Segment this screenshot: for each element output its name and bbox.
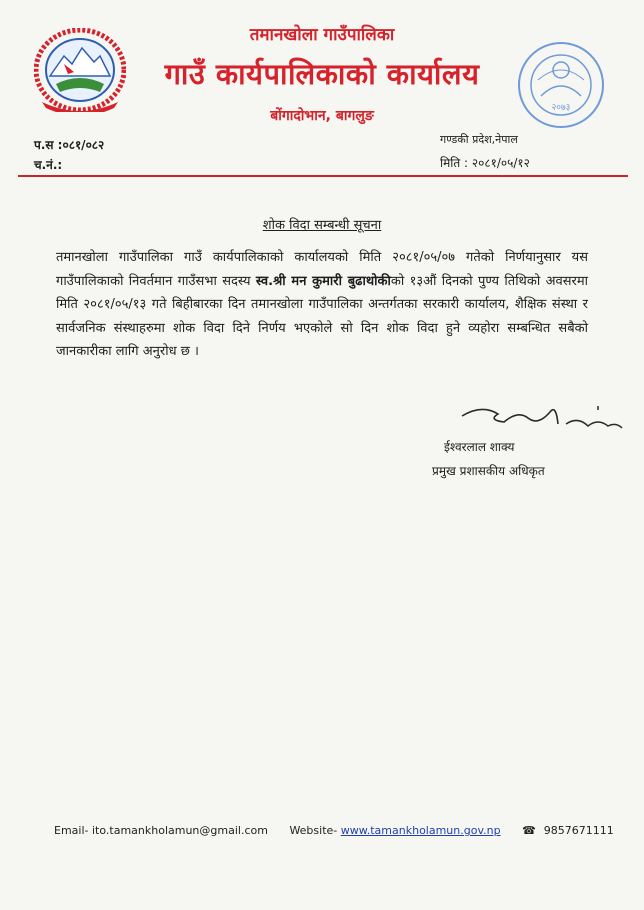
notice-body-part1: तमानखोला गाउँपालिका गाउँ कार्यपालिकाको कार्यालयको मिति २०८१/०५/०७ गतेको निर्णयानुसार यस गाउँपालिकाको निवर्तमान गाउँसभा सदस्य bbox=[56, 250, 588, 289]
municipality-name: तमानखोला गाउँपालिका bbox=[249, 25, 395, 45]
phone-icon: ☎ bbox=[522, 824, 536, 837]
office-address: बोंगादोभान, बागलुङ bbox=[270, 108, 374, 124]
dispatch-number: च.नं.: bbox=[34, 158, 63, 172]
issue-date: मिति : २०८१/०५/१२ bbox=[440, 156, 530, 170]
header-divider bbox=[18, 175, 628, 177]
signatory-title: प्रमुख प्रशासकीय अधिकृत bbox=[432, 464, 545, 478]
phone-number[interactable]: 9857671111 bbox=[543, 824, 614, 837]
notice-body bbox=[56, 246, 588, 364]
province-label: गण्डकी प्रदेश,नेपाल bbox=[440, 133, 518, 146]
footer-email bbox=[54, 824, 268, 837]
website-link[interactable]: www.tamankholamun.gov.np bbox=[340, 824, 501, 837]
website-label: Website- bbox=[289, 824, 341, 837]
footer bbox=[54, 824, 632, 837]
office-seal-stamp bbox=[516, 40, 606, 130]
notice-title: शोक विदा सम्बन्धी सूचना bbox=[262, 218, 382, 233]
notice-body-part2: को १३औं दिनको पुण्य तिथिको अवसरमा मिति २०८१/०५/१३ गते बिहीबारका दिन तमानखोला गाउँपालिका अन्तर्गतका सरकारी कार्यालय, शैक्षिक संस्था र सार्वजनिक संस्थाहरुमा शोक विदा दिने निर्णय भएकोले सो दिन शोक विदा हुने व्यहोरा सम्बन्धित सबैको जानकारीका लागि अनुरोध छ । bbox=[56, 273, 588, 359]
deceased-name: स्व.श्री मन कुमारी बुढाथोकी bbox=[255, 273, 391, 289]
email-link[interactable]: ito.tamankholamun@gmail.com bbox=[91, 824, 268, 837]
svg-text:२०७३: २०७३ bbox=[551, 103, 571, 113]
reference-number: प.स :०८१/०८२ bbox=[34, 138, 105, 152]
footer-website bbox=[289, 824, 500, 837]
footer-phone bbox=[522, 824, 614, 837]
signatory-name: ईश्वरलाल शाक्य bbox=[444, 440, 515, 454]
office-name: गाउँ कार्यपालिकाको कार्यालय bbox=[164, 57, 480, 91]
email-label: Email- bbox=[54, 824, 92, 837]
